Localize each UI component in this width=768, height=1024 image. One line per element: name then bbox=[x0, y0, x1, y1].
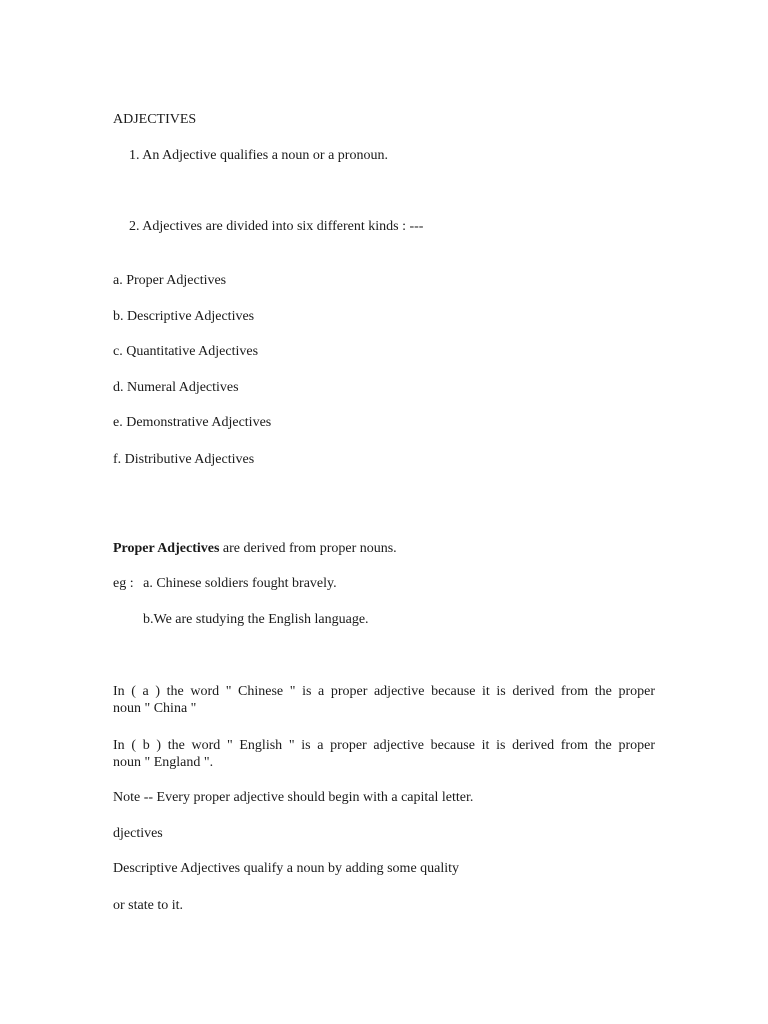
point-text: An Adjective qualifies a noun or a pronoun. bbox=[142, 148, 388, 163]
kind-item: a. Proper Adjectives bbox=[113, 273, 227, 288]
example-a bbox=[113, 575, 337, 593]
example-a-text: a. Chinese soldiers fought bravely. bbox=[143, 576, 337, 591]
proper-definition bbox=[113, 540, 397, 558]
kind-item: e. Demonstrative Adjectives bbox=[113, 415, 272, 430]
descriptive-line-1: Descriptive Adjectives qualify a noun by adding some quality bbox=[113, 861, 460, 876]
proper-definition-text: are derived from proper nouns. bbox=[219, 541, 397, 556]
kind-item: f. Distributive Adjectives bbox=[113, 452, 255, 467]
kind-item: c. Quantitative Adjectives bbox=[113, 344, 259, 359]
explanation-a bbox=[113, 683, 655, 717]
point-number: 2. bbox=[129, 219, 140, 234]
explanation-line: In ( a ) the word " Chinese " is a proper adjective because it is derived from the proper bbox=[113, 684, 655, 699]
descriptive-line-2: or state to it. bbox=[113, 898, 183, 913]
point-1 bbox=[129, 147, 388, 165]
section-fragment: djectives bbox=[113, 826, 163, 841]
page-title: ADJECTIVES bbox=[113, 112, 197, 127]
proper-term: Proper Adjectives bbox=[113, 541, 220, 556]
kind-item: d. Numeral Adjectives bbox=[113, 380, 239, 395]
note: Note -- Every proper adjective should begin with a capital letter. bbox=[113, 790, 474, 805]
example-b: b.We are studying the English language. bbox=[143, 612, 369, 627]
eg-label: eg : bbox=[113, 576, 134, 591]
point-number: 1. bbox=[129, 148, 140, 163]
explanation-line: In ( b ) the word " English " is a proper adjective because it is derived from the proper bbox=[113, 738, 655, 753]
point-text: Adjectives are divided into six different kinds : --- bbox=[142, 219, 424, 234]
explanation-line: noun " England ". bbox=[113, 755, 214, 770]
point-2 bbox=[129, 218, 423, 236]
kind-item: b. Descriptive Adjectives bbox=[113, 309, 255, 324]
explanation-line: noun " China " bbox=[113, 701, 197, 716]
explanation-b bbox=[113, 737, 655, 771]
